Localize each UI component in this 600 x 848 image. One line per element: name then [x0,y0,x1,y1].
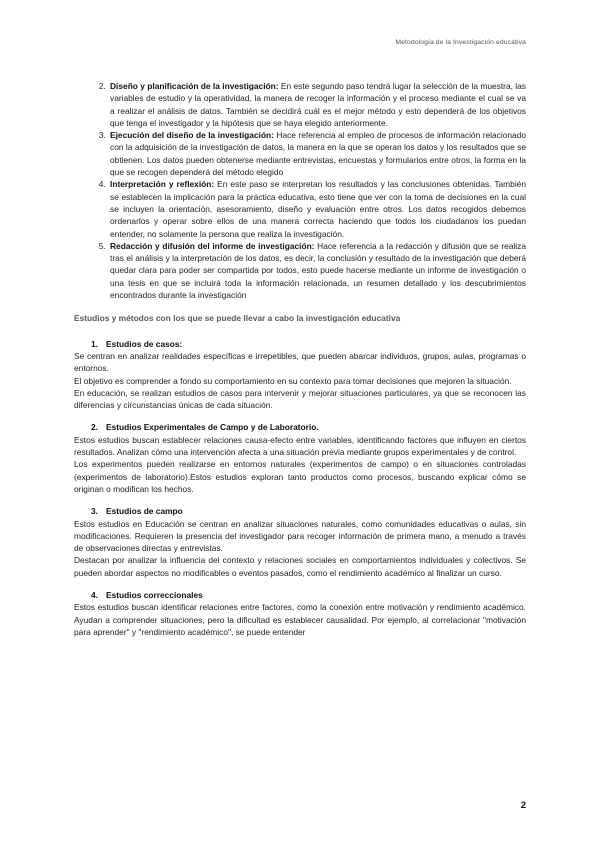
study-paragraph: En educación, se realizan estudios de casos para intervenir y mejorar situaciones particulares, ya que se reconocen las diferencias y circunstancias únicas de cada situación. [74,387,526,411]
list-item [108,80,526,129]
study-block-correlational [74,589,526,638]
step-text: Hace referencia a la redacción y difusión que se realiza tras el análisis y la interpretación de los datos, es decir, la conclusión y resultado de la investigación que deberá quedar clara para poder ser compartida por todos, esto puede hacerse mediante un informe de investigación o una tesis en que se incluirá toda la información relacionada, un resumen detallado y los descubrimientos encontrados durante la investigación [110,240,526,301]
step-text: En este paso se interpretan los resultados y las conclusiones obtenidas. También se establecen la implicación para la práctica educativa, esto tiene que ver con la toma de decisiones en la cual se incluyen la orientación, asesoramiento, diseño y evaluación entre otros. Los datos recogidos debemos ordenarlos y operar sobre ellos de una manera correcta haciendo que todos los ciudadanos los puedan entender, no solamente la persona que realiza la investigación. [110,179,526,239]
running-header: Metodología de la Investigación educativa [395,39,526,46]
study-paragraph: Estos estudios buscan identificar relaciones entre factores, como la conexión entre motivación y rendimiento académico. Ayudan a comprender situaciones, pero la dificultad es establecer causalidad. Por ejemplo, al correlacionar "motivación para aprender" y "rendimiento académico", se puede entender [74,602,526,637]
step-text: En este segundo paso tendrá lugar la selección de la muestra, las variables de estudio y la operatividad, la manera de recoger la información y el proceso mediante el cual se va a realizar el análisis de datos. También se decidirá cuál es el mejor método y esto dependerá de los objetivos que tenga el investigador y la hipótesis que se haya elegido anteriormente. [110,81,526,128]
study-block-field [74,505,526,579]
study-heading: 3. Estudios de campo [91,506,183,517]
step-title: Ejecución del diseño de la investigación: [110,130,274,141]
study-paragraph: El objetivo es comprender a fondo su comportamiento en su contexto para tomar decisiones que mejoren la situación. [74,375,512,386]
step-text: Hace referencia al empleo de procesos de información relacionado con la adquisición de la investigación de datos, la manera en la que se operan los datos y los resultados que se obtienen. Los datos pueden obtenerse mediante entrevistas, encuestas y formularios entre otros, la forma en la que se recogen dependerá del método elegido [110,130,526,178]
study-heading: 2. Estudios Experimentales de Campo y de Laboratorio. [91,422,319,433]
step-title: Redacción y difusión del informe de investigación: [110,240,315,251]
step-title: Interpretación y reflexión: [110,179,215,190]
study-paragraph: Se centran en analizar realidades específicas e irrepetibles, que pueden abarcar individuos, grupos, aulas, programas o entornos. [74,350,526,374]
list-item [108,240,526,301]
list-item [108,178,526,239]
study-heading: 1. Estudios de casos: [91,338,183,349]
step-title: Diseño y planificación de la investigación: [110,81,279,91]
page-number: 2 [520,800,526,811]
study-block-experimental [74,421,526,495]
study-paragraph: Estos estudios en Educación se centran en analizar situaciones naturales, como comunidades educativas o aulas, sin modificaciones. Requieren la presencia del investigador para recoger información de primera mano, a menudo a través de observaciones directas y entrevistas. [74,518,526,554]
list-item [108,129,526,178]
study-paragraph: Estos estudios buscan establecer relaciones causa-efecto entre variables, identificando factores que influyen en ciertos resultados. Analizan cómo una intervención afecta a una situación previa mediante grupos experimentales y de control. [74,434,526,458]
study-paragraph: Los experimentos pueden realizarse en entornos naturales (experimentos de campo) o en situaciones controladas (experimentos de laboratorio).Estos estudios exploran tanto productos como procesos, buscando explicar cómo se originan o modifican los hechos. [74,459,526,494]
study-heading: 4. Estudios correccionales [91,589,203,600]
study-paragraph: Destacan por analizar la influencia del contexto y relaciones sociales en comportamientos individuales y colectivos. Se pueden abordar aspectos no modificables o eventos pasados, como el rendimiento académico al finalizar un curso. [74,555,526,578]
section-title: Estudios y métodos con los que se puede llevar a cabo la investigación educativa [74,313,401,324]
research-steps-list [74,80,526,301]
page-body [74,80,526,648]
study-block-cases [74,338,526,412]
